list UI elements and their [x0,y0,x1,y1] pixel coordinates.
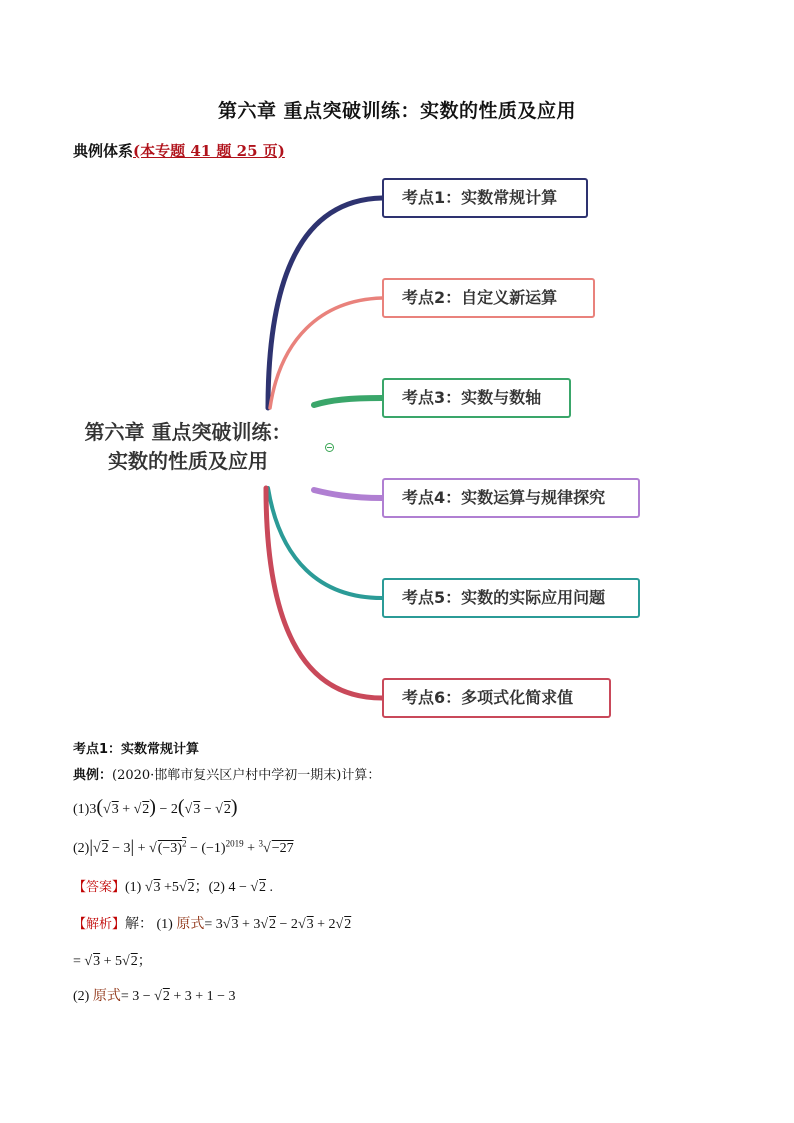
mindmap-node-4[interactable]: 考点4：实数运算与规律探究 [382,478,640,518]
analysis-tag: 【解析】 [73,917,126,932]
center-line-1: 第六章 重点突破训练： [84,420,292,444]
page-title: 第六章 重点突破训练：实数的性质及应用 [217,100,577,122]
system-label: 典例体系 [73,142,134,160]
branch-6 [266,488,382,698]
branch-1 [268,198,382,408]
section-heading: 考点1：实数常规计算 [73,742,200,757]
collapse-icon[interactable] [325,443,334,452]
branch-5 [268,488,382,598]
question-2: $(2)|√2 - 3| + √(-3)^2 - (-1)^{2019} + ^3√-27$ [73,836,294,856]
answer-line: 【答案】(1) √3 +5√2；(2) 4 − √2 . [73,880,274,895]
mindmap-node-6[interactable]: 考点6：多项式化简求值 [382,678,611,718]
question-1: (1)3(√3 + √2) − 2(√3 − √2) [73,796,238,818]
mindmap-node-2[interactable]: 考点2：自定义新运算 [382,278,595,318]
answer-tag: 【答案】 [73,880,126,895]
mindmap-center [66,418,310,476]
analysis-line-3: (2) 原式= 3 − √2 + 3 + 1 − 3 [73,989,236,1004]
mindmap-node-3[interactable]: 考点3：实数与数轴 [382,378,571,418]
example-line [73,764,380,783]
branch-4 [314,490,382,498]
example-label: 典例： [73,768,113,783]
branch-3 [314,398,382,405]
analysis-line-1: 【解析】解： (1) 原式= 3√3 + 3√2 − 2√3 + 2√2 [73,917,352,932]
branch-2 [270,298,382,408]
example-source: (2020·邯郸市复兴区户村中学初一期末)计算： [112,768,381,783]
center-line-2: 实数的性质及应用 [108,449,268,473]
system-note: (本专题 41 题 25 页) [133,142,285,160]
analysis-line-2: = √3 + 5√2； [73,954,152,969]
mindmap-node-1[interactable]: 考点1：实数常规计算 [382,178,588,218]
mindmap-node-5[interactable]: 考点5：实数的实际应用问题 [382,578,640,618]
